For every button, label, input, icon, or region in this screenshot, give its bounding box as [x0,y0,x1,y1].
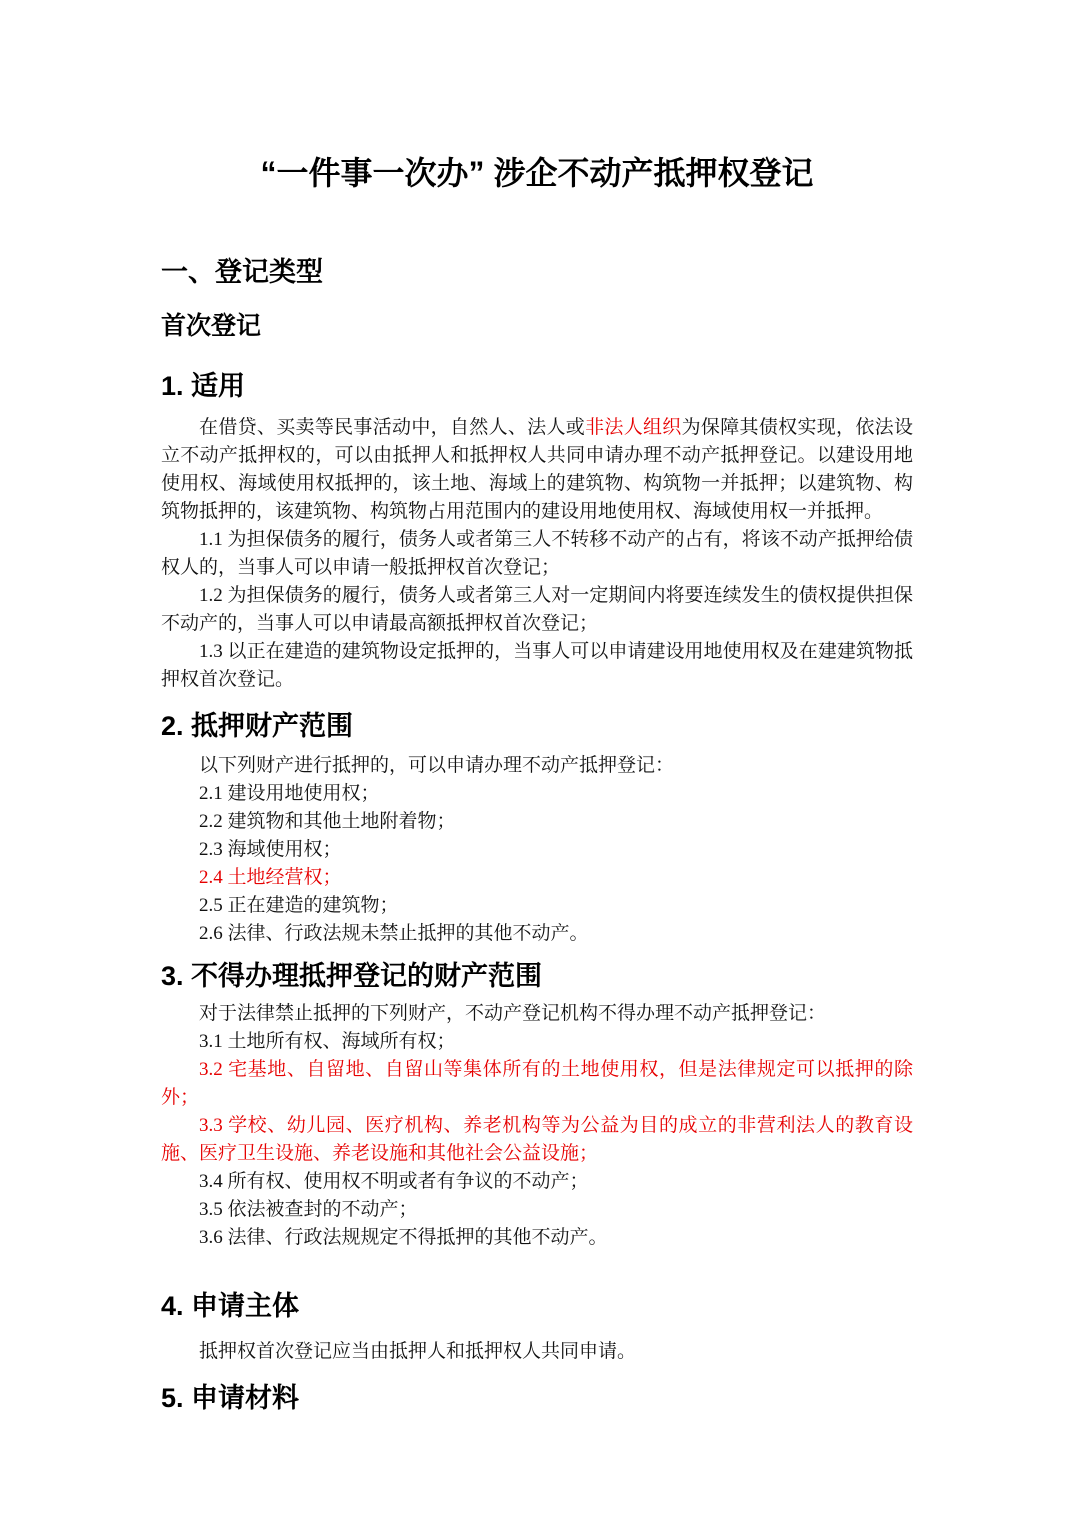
list-item-3-2: 3.2 宅基地、自留地、自留山等集体所有的土地使用权，但是法律规定可以抵押的除外； [161,1059,913,1108]
list-item-2-6: 2.6 法律、行政法规未禁止抵押的其他不动产。 [199,923,589,944]
list-item-1-2: 1.2 为担保债务的履行，债务人或者第三人对一定期间内将要连续发生的债权提供担保不动产的，当事人可以申请最高额抵押权首次登记； [161,585,913,634]
section-2-intro: 以下列财产进行抵押的，可以申请办理不动产抵押登记： [199,755,675,776]
heading-section-3: 3. 不得办理抵押登记的财产范围 [161,961,543,991]
list-item-3-6: 3.6 法律、行政法规规定不得抵押的其他不动产。 [199,1227,608,1248]
heading-section-4: 4. 申请主体 [161,1291,300,1321]
list-item-2-1: 2.1 建设用地使用权； [199,783,380,804]
section-3-intro: 对于法律禁止抵押的下列财产，不动产登记机构不得办理不动产抵押登记： [199,1003,827,1024]
list-item-2-2: 2.2 建筑物和其他土地附着物； [199,811,456,832]
paragraph-applicability [161,414,913,526]
list-item-3-1: 3.1 土地所有权、海域所有权； [199,1031,456,1052]
heading-section-1: 1. 适用 [161,371,246,401]
list-item-1-1: 1.1 为担保债务的履行，债务人或者第三人不转移不动产的占有，将该不动产抵押给债权人的，当事人可以申请一般抵押权首次登记； [161,529,913,578]
highlighted-text-run: 非法人组织 [585,417,682,438]
list-item-1-3: 1.3 以正在建造的建筑物设定抵押的，当事人可以申请建设用地使用权及在建建筑物抵押权首次登记。 [161,641,913,690]
heading-registration-type: 一、登记类型 [161,257,323,287]
heading-section-5: 5. 申请材料 [161,1383,300,1413]
section-2-mortgageable-property [161,706,913,948]
list-item-3-5: 3.5 依法被查封的不动产； [199,1199,418,1220]
document-title: “一件事一次办” 涉企不动产抵押权登记 [260,155,814,191]
section-5-application-materials [161,1378,913,1418]
list-item-2-4: 2.4 土地经营权； [199,867,342,888]
section-4-applicants [161,1286,913,1366]
section-3-non-mortgageable-property [161,956,913,1252]
section-1-applicability [161,366,913,694]
section-4-paragraph: 抵押权首次登记应当由抵押人和抵押权人共同申请。 [199,1341,637,1362]
paragraph-text-run: 为保障其债权实现，依法设立不动产抵押权的，可以由抵押人和抵押权人共同申请办理不动产抵押登记。以建设用地使用权、海域使用权抵押的，该土地、海域上的建筑物、构筑物一并抵押；以建筑物、构筑物抵押的，该建筑物、构筑物占用范围内的建设用地使用权、海域使用权一并抵押。 [161,417,913,522]
heading-first-registration: 首次登记 [161,312,262,340]
list-item-3-4: 3.4 所有权、使用权不明或者有争议的不动产； [199,1171,589,1192]
list-item-2-5: 2.5 正在建造的建筑物； [199,895,399,916]
list-item-3-3: 3.3 学校、幼儿园、医疗机构、养老机构等为公益为目的成立的非营利法人的教育设施、医疗卫生设施、养老设施和其他社会公益设施； [161,1115,913,1164]
heading-section-2: 2. 抵押财产范围 [161,711,354,741]
paragraph-text-run: 在借贷、买卖等民事活动中，自然人、法人或 [199,417,586,438]
list-item-2-3: 2.3 海域使用权； [199,839,342,860]
